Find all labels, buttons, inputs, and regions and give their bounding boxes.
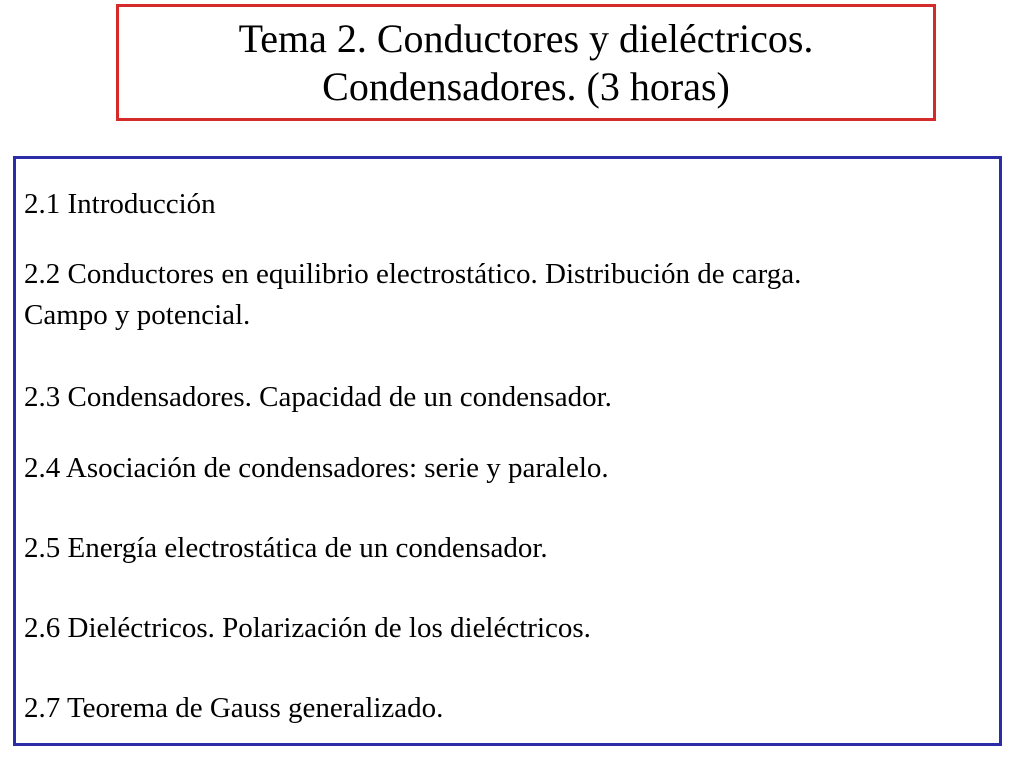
title-line-2: Condensadores. (3 horas)	[322, 63, 730, 109]
topic-text: 2.3 Condensadores. Capacidad de un condensador.	[24, 381, 612, 413]
topic-text: 2.2 Conductores en equilibrio electrostático. Distribución de carga.	[24, 258, 802, 290]
topic-item-2-6	[24, 608, 591, 649]
title-line-1: Tema 2. Conductores y dieléctricos.	[238, 15, 814, 61]
topic-text: 2.1 Introducción	[24, 188, 216, 220]
topic-item-2-7	[24, 688, 443, 729]
topic-item-2-1	[24, 184, 216, 225]
topic-item-2-4	[24, 448, 609, 489]
topic-text-continuation: Campo y potencial.	[24, 299, 251, 331]
topic-item-2-2	[24, 254, 801, 336]
topic-item-2-5	[24, 528, 548, 569]
topic-text: 2.7 Teorema de Gauss generalizado.	[24, 692, 444, 724]
topic-item-2-3	[24, 377, 612, 418]
topic-text: 2.6 Dieléctricos. Polarización de los dieléctricos.	[24, 612, 591, 644]
title-box	[116, 4, 936, 121]
topic-text: 2.4 Asociación de condensadores: serie y paralelo.	[24, 452, 609, 484]
topic-text: 2.5 Energía electrostática de un condensador.	[24, 532, 548, 564]
topics-list	[13, 156, 1002, 746]
